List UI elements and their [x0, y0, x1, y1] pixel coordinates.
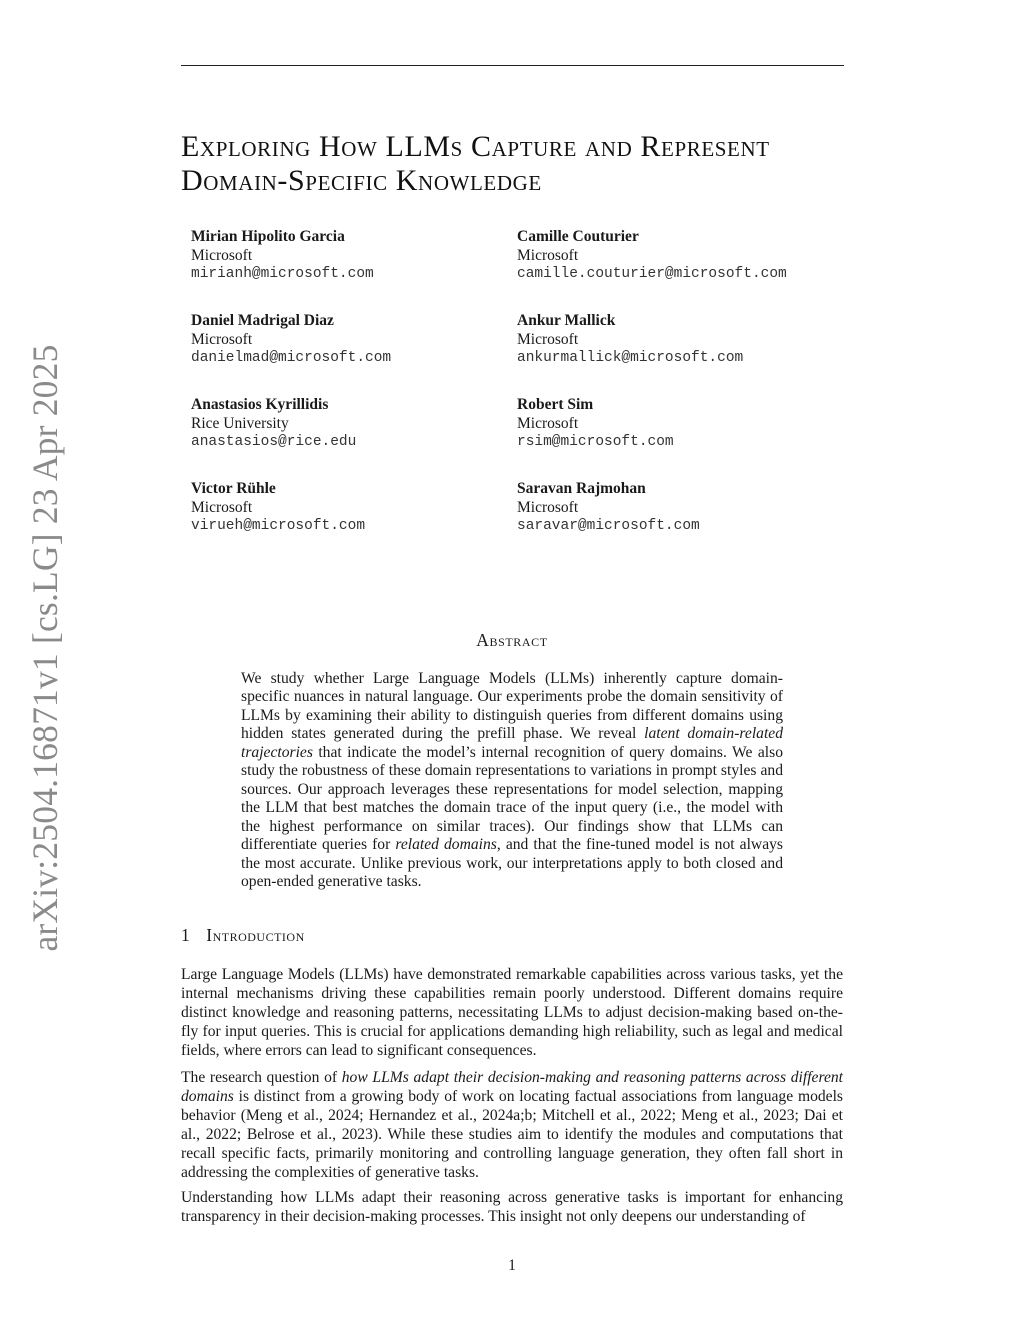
paragraph-segment: The research question of	[181, 1069, 342, 1086]
author-block	[517, 396, 837, 452]
author-email: rsim@microsoft.com	[517, 434, 674, 450]
paper-title: Exploring How LLMs Capture and Represent Domain-Specific Knowledge	[181, 130, 770, 197]
top-rule	[181, 65, 844, 66]
abstract-heading: Abstract	[476, 630, 548, 650]
author-email: anastasios@rice.edu	[191, 434, 357, 450]
paragraph-emphasis: how LLMs adapt their decision-making and reasoning patterns across different domains	[181, 1069, 844, 1105]
author-affiliation: Microsoft	[517, 330, 579, 348]
author-email: danielmad@microsoft.com	[191, 350, 392, 366]
page-number: 1	[508, 1257, 516, 1274]
author-name: Robert Sim	[517, 396, 594, 413]
author-name: Daniel Madrigal Diaz	[191, 312, 334, 329]
author-email: camille.couturier@microsoft.com	[517, 266, 787, 282]
author-affiliation: Microsoft	[191, 330, 253, 348]
author-name: Anastasios Kyrillidis	[191, 396, 329, 413]
author-block	[191, 480, 511, 536]
section-title: Introduction	[206, 925, 305, 945]
author-affiliation: Microsoft	[191, 246, 253, 264]
paragraph-segment: is distinct from a growing body of work on locating factual associations from language models behavior (Meng et al., 2024; Hernandez et al., 2024a;b; Mitchell et al., 2022; Meng et al., 2023; Dai et al., 2022; Belrose et al., 2023). While these studies aim to identify the modules and computations that recall specific facts, primarily monitoring and controlling language generation, they often fall short in addressing the complexities of generative tasks.	[181, 1087, 843, 1181]
author-name: Mirian Hipolito Garcia	[191, 228, 345, 245]
intro-paragraph: Understanding how LLMs adapt their reasoning across generative tasks is important for enhancing transparency in their decision-making processes. This insight not only deepens our understanding of	[181, 1189, 843, 1225]
abstract-text	[241, 670, 783, 891]
abstract-emphasis: related domains	[395, 836, 497, 854]
author-email: ankurmallick@microsoft.com	[517, 350, 744, 366]
author-block	[191, 228, 511, 284]
author-affiliation: Microsoft	[517, 246, 579, 264]
author-affiliation: Microsoft	[517, 498, 579, 516]
author-block	[517, 228, 837, 284]
author-name: Saravan Rajmohan	[517, 480, 646, 497]
arxiv-identifier: arXiv:2504.16871v1 [cs.LG] 23 Apr 2025	[25, 344, 65, 952]
author-name: Camille Couturier	[517, 228, 639, 245]
author-affiliation: Microsoft	[191, 498, 253, 516]
author-affiliation: Microsoft	[517, 414, 579, 432]
author-block	[517, 480, 837, 536]
abstract-emphasis: latent domain-related trajectories	[241, 725, 783, 761]
author-block	[517, 312, 837, 368]
author-name: Ankur Mallick	[517, 312, 616, 329]
author-email: mirianh@microsoft.com	[191, 266, 374, 282]
author-name: Victor Rühle	[191, 480, 276, 497]
author-email: saravar@microsoft.com	[517, 518, 700, 534]
intro-paragraph	[181, 1069, 843, 1182]
abstract-segment: that indicate the model’s internal recognition of query domains. We also study the robustness of these domain representations to variations in prompt styles and sources. Our approach leverages these representations for model selection, mapping the LLM that best matches the domain trace of the input query (i.e., the model with the highest performance on similar traces). Our findings show that LLMs can differentiate queries for	[241, 743, 783, 854]
author-affiliation: Rice University	[191, 414, 289, 432]
author-email: virueh@microsoft.com	[191, 518, 366, 534]
intro-paragraph: Large Language Models (LLMs) have demonstrated remarkable capabilities across various tasks, yet the internal mechanisms driving these capabilities remain poorly understood. Different domains require distinct knowledge and reasoning patterns, necessitating LLMs to adjust decision-making based on-the-fly for input queries. This is crucial for applications demanding high reliability, such as legal and medical fields, where errors can lead to significant consequences.	[181, 966, 843, 1059]
author-block	[191, 312, 511, 368]
abstract-segment: , and that the fine-tuned model is not always the most accurate. Unlike previous work, our interpretations apply to both closed and open-ended generative tasks.	[241, 836, 783, 890]
author-block	[191, 396, 511, 452]
abstract-segment: We study whether Large Language Models (LLMs) inherently capture domain-specific nuances in natural language. Our experiments probe the domain sensitivity of LLMs by examining their ability to distinguish queries from different domains using hidden states generated during the prefill phase. We reveal	[241, 670, 783, 743]
section-number: 1	[181, 925, 191, 945]
section-heading-introduction	[181, 925, 305, 946]
